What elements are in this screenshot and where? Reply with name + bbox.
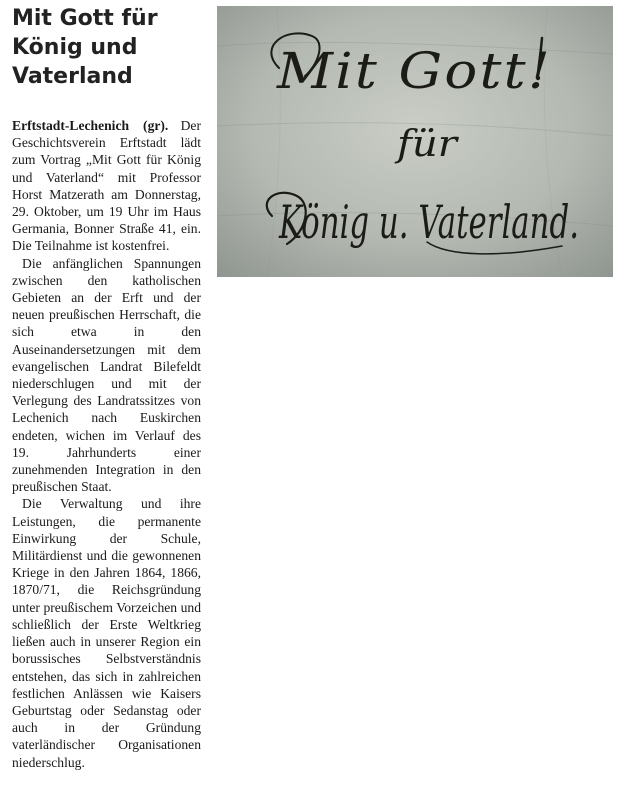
handwriting-line-2: für xyxy=(393,124,460,165)
byline: (gr). xyxy=(143,118,169,133)
handwriting-line-3: König u. Vaterland. xyxy=(278,195,579,249)
article-body xyxy=(12,117,201,771)
handwritten-motto-photo xyxy=(217,6,613,277)
dateline: Erftstadt-Lechenich xyxy=(12,118,130,133)
article-paragraph: Die anfänglichen Spannungen zwischen den katholischen Gebieten an der Erft und der neuen preußischen Herrschaft, die sich etwa in den Auseinandersetzungen mit dem evangelischen Landrat Bilefeldt niederschlugen und mit der Verlegung des Landratssitzes von Lechenich nach Euskirchen endeten, wichen im Verlauf des 19. Jahrhunderts einer zunehmenden Integration in den preußischen Staat. xyxy=(12,255,201,495)
article-paragraph: Die Verwaltung und ihre Leistungen, die permanente Einwirkung der Schule, Militärdienst und die gewonnenen Kriege in den Jahren 1864, 1866, 1870/71, die Reichsgründung unter preußischem Vorzeichen und schließlich der Erste Weltkrieg ließen auch in unserer Region ein borussisches Selbstverständnis entstehen, das sich in zahlreichen festlichen Anlässen wie Kaisers Geburtstag oder Sedanstag oder auch in der Gründung vaterländischer Organisationen niederschlug. xyxy=(12,496,201,770)
headline: Mit Gott für König und Vaterland xyxy=(12,6,158,89)
handwriting-line-1: Mit Gott! xyxy=(275,42,552,100)
lead-text: Der Geschichtsverein Erftstadt lädt zum Vortrag „Mit Gott für König und Vaterland“ mit Professor Horst Matzerath am Donnerstag, 29. Oktober, um 19 Uhr im Haus Germania, Bonner Straße 41, ein. Die Teilnahme ist kostenfrei. xyxy=(12,118,201,254)
handwritten-motto-image xyxy=(217,6,613,277)
lead-paragraph xyxy=(12,117,201,255)
